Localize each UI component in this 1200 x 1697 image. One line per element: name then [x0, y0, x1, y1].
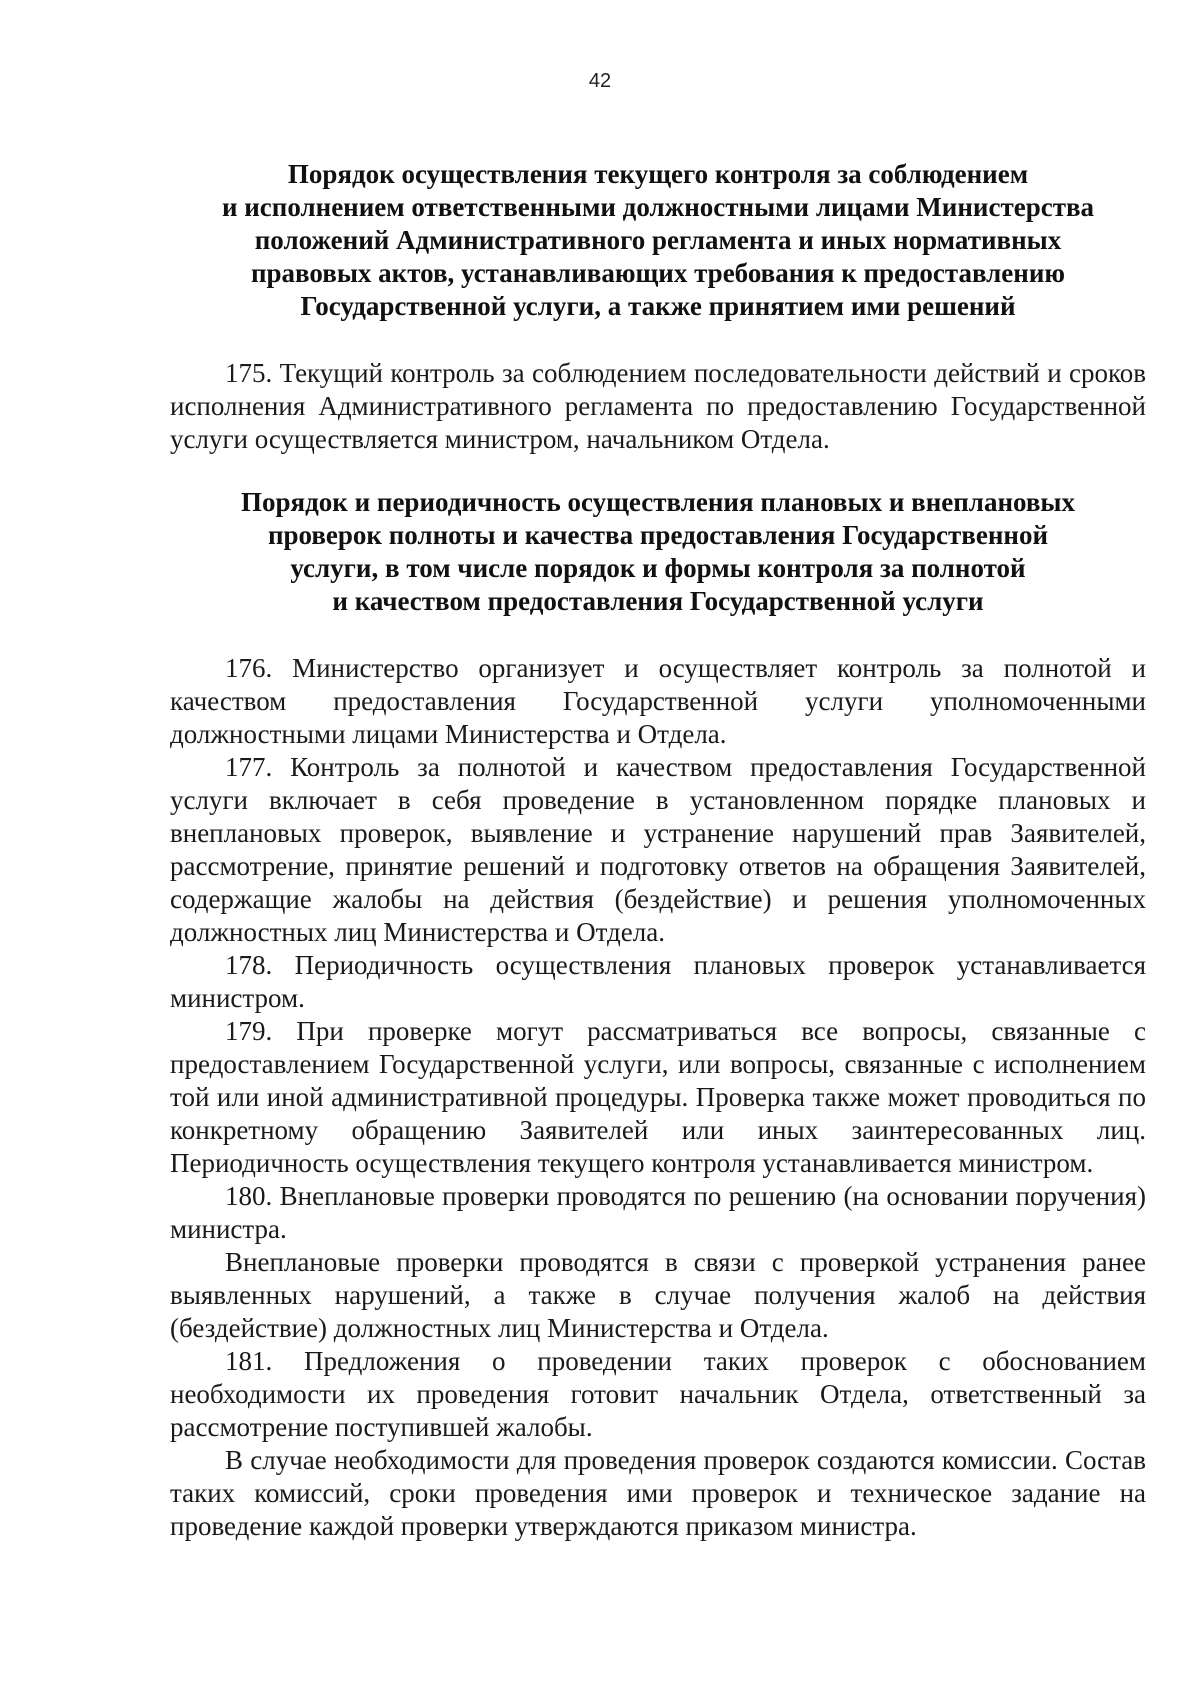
heading-line: положений Административного регламента и иных нормативных	[254, 225, 1062, 255]
section-heading-inspections	[170, 486, 1146, 618]
heading-line: Порядок и периодичность осуществления плановых и внеплановых	[241, 487, 1075, 517]
heading-line: услуги, в том числе порядок и формы контроля за полнотой	[290, 553, 1026, 583]
paragraph-181: 181. Предложения о проведении таких проверок с обоснованием необходимости их проведения готовит начальник Отдела, ответственный за рассмотрение поступившей жалобы.	[170, 1346, 1146, 1442]
paragraph-178: 178. Периодичность осуществления плановых проверок устанавливается министром.	[170, 950, 1146, 1013]
document-body	[170, 158, 1146, 1543]
section-heading-current-control	[170, 158, 1146, 323]
heading-line: и качеством предоставления Государственной услуги	[332, 586, 984, 616]
paragraph-unplanned-inspections: Внеплановые проверки проводятся в связи с проверкой устранения ранее выявленных нарушений, а также в случае получения жалоб на действия (бездействие) должностных лиц Министерства и Отдела.	[170, 1247, 1146, 1343]
heading-line: Государственной услуги, а также принятием ими решений	[300, 291, 1016, 321]
paragraph-175: 175. Текущий контроль за соблюдением последовательности действий и сроков исполнения Административного регламента по предоставлению Государственной услуги осуществляется министром, начальником Отдела.	[170, 358, 1146, 454]
paragraph-177: 177. Контроль за полнотой и качеством предоставления Государственной услуги включает в себя проведение в установленном порядке плановых и внеплановых проверок, выявление и устранение нарушений прав Заявителей, рассмотрение, принятие решений и подготовку ответов на обращения Заявителей, содержащие жалобы на действия (бездействие) и решения уполномоченных должностных лиц Министерства и Отдела.	[170, 752, 1146, 947]
heading-line: Порядок осуществления текущего контроля за соблюдением	[287, 159, 1029, 189]
heading-line: правовых актов, устанавливающих требования к предоставлению	[250, 258, 1066, 288]
paragraph-180: 180. Внеплановые проверки проводятся по решению (на основании поручения) министра.	[170, 1181, 1146, 1244]
page-number: 42	[588, 70, 612, 92]
heading-line: и исполнением ответственными должностными лицами Министерства	[221, 192, 1095, 222]
paragraph-176: 176. Министерство организует и осуществляет контроль за полнотой и качеством предоставления Государственной услуги уполномоченными должностными лицами Министерства и Отдела.	[170, 653, 1146, 749]
heading-line: проверок полноты и качества предоставления Государственной	[267, 520, 1049, 550]
paragraph-179: 179. При проверке могут рассматриваться все вопросы, связанные с предоставлением Государственной услуги, или вопросы, связанные с исполнением той или иной административной процедуры. Проверка также может проводиться по конкретному обращению Заявителей или иных заинтересованных лиц. Периодичность осуществления текущего контроля устанавливается министром.	[170, 1016, 1146, 1178]
paragraph-commissions: В случае необходимости для проведения проверок создаются комиссии. Состав таких комиссий, сроки проведения ими проверок и техническое задание на проведение каждой проверки утверждаются приказом министра.	[170, 1445, 1146, 1541]
